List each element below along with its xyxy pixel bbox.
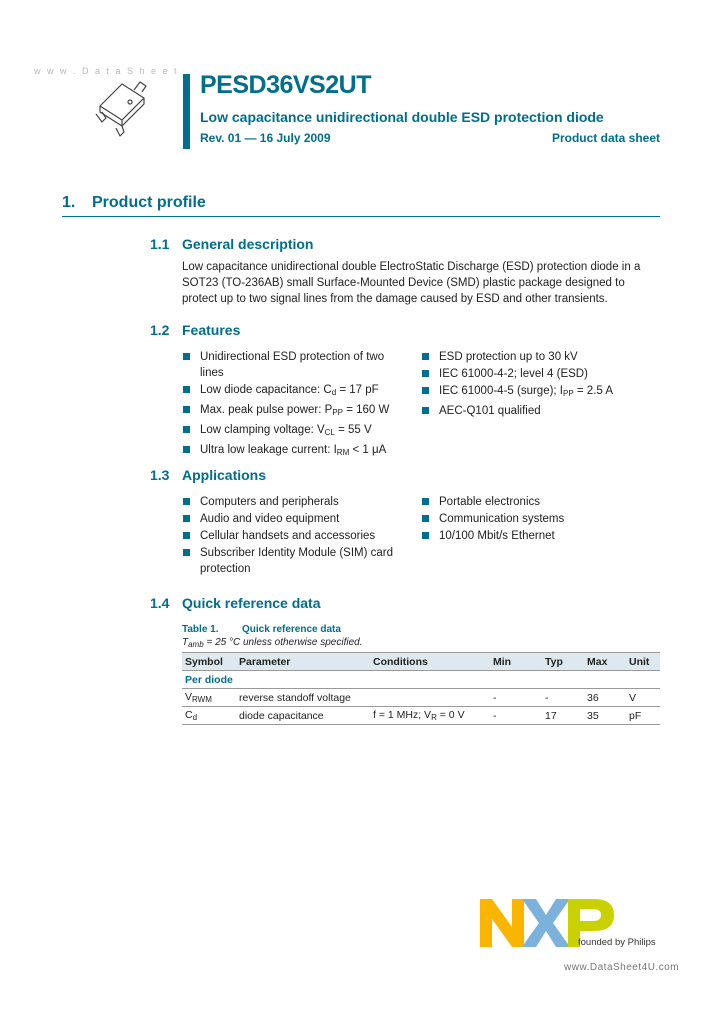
- subheading-title: Quick reference data: [182, 595, 321, 611]
- list-item-text-suffix: = 55 V: [334, 424, 372, 436]
- subheading-number: 1.2: [150, 322, 170, 338]
- logo-tagline: founded by Philips: [578, 937, 656, 948]
- note-subscript: amb: [188, 640, 204, 649]
- list-item: [421, 366, 661, 382]
- conditions-cell: [370, 707, 490, 725]
- symbol-cell: [182, 689, 236, 707]
- subheading-number: 1.3: [150, 467, 170, 483]
- list-item: Communication systems: [421, 511, 661, 527]
- list-item: Cellular handsets and accessories: [182, 528, 412, 544]
- document-type: Product data sheet: [551, 131, 660, 145]
- watermark-bottom: www.DataSheet4U.com: [564, 962, 680, 973]
- sot23-package-icon: [88, 76, 152, 140]
- list-item-subscript: d: [331, 388, 337, 397]
- conditions-cell: [370, 689, 490, 707]
- table-header-cell: Parameter: [236, 653, 370, 671]
- conditions-text-suffix: = 0 V: [436, 709, 465, 721]
- document-title: PESD36VS2UT: [200, 71, 371, 99]
- section-rule: [62, 216, 660, 217]
- list-item: 10/100 Mbit/s Ethernet: [421, 528, 661, 544]
- list-item: Portable electronics: [421, 494, 661, 510]
- subheading-features: [150, 322, 240, 338]
- parameter-cell: diode capacitance: [236, 707, 370, 725]
- unit-cell: V: [626, 689, 660, 707]
- conditions-subscript: R: [431, 713, 437, 722]
- conditions-text: f = 1 MHz; V: [373, 709, 432, 721]
- general-description-text: Low capacitance unidirectional double ElectroStatic Discharge (ESD) protection diode in a SOT23 (TO-236AB) small Surface-Mounted Device (SMD) plastic package designed to protect up to two signal lines from the damage caused by ESD and other transients.: [182, 261, 641, 305]
- list-item: [182, 349, 407, 381]
- subheading-applications: [150, 467, 266, 483]
- list-item-subscript: PP: [332, 408, 343, 417]
- table-header-cell: Symbol: [182, 653, 236, 671]
- list-item: [182, 402, 407, 421]
- watermark-top: w w w . D a t a S h e e t: [34, 66, 179, 76]
- table-header-cell: Max: [584, 653, 626, 671]
- symbol-text: V: [185, 691, 193, 703]
- max-cell: 35: [584, 707, 626, 725]
- list-item-text: Low diode capacitance: C: [200, 384, 332, 396]
- subheading-title: General description: [182, 236, 314, 252]
- symbol-subscript: d: [192, 713, 198, 722]
- document-subtitle: Low capacitance unidirectional double ESD protection diode: [200, 109, 604, 125]
- note-symbol: T: [182, 637, 189, 648]
- list-item: [421, 383, 661, 402]
- list-item-text: AEC-Q101 qualified: [439, 405, 541, 417]
- list-item-text: ESD protection up to 30 kV: [439, 351, 578, 363]
- subheading-number: 1.4: [150, 595, 170, 611]
- table-label: Table 1.: [182, 624, 219, 635]
- list-item: Subscriber Identity Module (SIM) card protection: [182, 545, 412, 577]
- table-group-cell: Per diode: [182, 671, 660, 689]
- list-item-subscript: CL: [324, 428, 335, 437]
- table-title: Quick reference data: [242, 624, 341, 635]
- list-item-text: IEC 61000-4-5 (surge); I: [439, 385, 564, 397]
- quick-reference-table: [182, 652, 660, 725]
- symbol-subscript: RWM: [192, 695, 212, 704]
- list-item: [421, 349, 661, 365]
- max-cell: 36: [584, 689, 626, 707]
- symbol-cell: [182, 707, 236, 725]
- table-header-cell: Conditions: [370, 653, 490, 671]
- list-item-text-suffix: = 160 W: [343, 404, 390, 416]
- applications-list-right: [421, 494, 661, 545]
- list-item: Computers and peripherals: [182, 494, 412, 510]
- features-list-right: [421, 349, 661, 420]
- subheading-quick-reference: [150, 595, 321, 611]
- list-item-text: Ultra low leakage current: I: [200, 444, 337, 456]
- list-item: [182, 422, 407, 441]
- list-item: [182, 382, 407, 401]
- list-item-text-suffix: < 1 μA: [349, 444, 387, 456]
- table-header-cell: Min: [490, 653, 542, 671]
- list-item-text: Low clamping voltage: V: [200, 424, 325, 436]
- min-cell: -: [490, 707, 542, 725]
- min-cell: -: [490, 689, 542, 707]
- subheading-general-description: [150, 236, 313, 252]
- list-item-text: Max. peak pulse power: P: [200, 404, 333, 416]
- subheading-title: Features: [182, 322, 241, 338]
- subheading-number: 1.1: [150, 236, 170, 252]
- subheading-title: Applications: [182, 467, 267, 483]
- table-caption: [182, 624, 341, 635]
- table-group-row: [182, 671, 660, 689]
- section-heading-product-profile: [62, 194, 206, 212]
- list-item-subscript: PP: [563, 389, 574, 398]
- table-header-cell: Unit: [626, 653, 660, 671]
- typ-cell: -: [542, 689, 584, 707]
- document-revision: Rev. 01 — 16 July 2009: [200, 131, 331, 145]
- section-title: Product profile: [92, 194, 206, 211]
- table-header-cell: Typ: [542, 653, 584, 671]
- list-item-text-suffix: = 17 pF: [336, 384, 379, 396]
- list-item: [421, 403, 661, 419]
- list-item-subscript: RM: [336, 448, 350, 457]
- symbol-text: C: [185, 709, 193, 721]
- typ-cell: 17: [542, 707, 584, 725]
- table-row: [182, 689, 660, 707]
- title-accent-bar: [183, 74, 190, 149]
- unit-cell: pF: [626, 707, 660, 725]
- list-item-text: IEC 61000-4-2; level 4 (ESD): [439, 368, 588, 380]
- table-note: [182, 637, 362, 649]
- note-text: = 25 °C unless otherwise specified.: [203, 637, 363, 648]
- table-row: [182, 707, 660, 725]
- parameter-cell: reverse standoff voltage: [236, 689, 370, 707]
- list-item: Audio and video equipment: [182, 511, 412, 527]
- features-list-left: [182, 349, 407, 462]
- section-number: 1.: [62, 194, 76, 211]
- list-item-text-suffix: = 2.5 A: [573, 385, 614, 397]
- list-item-text: Unidirectional ESD protection of two lines: [200, 351, 385, 379]
- applications-list-left: [182, 494, 412, 578]
- list-item: [182, 442, 407, 461]
- table-header-row: [182, 653, 660, 671]
